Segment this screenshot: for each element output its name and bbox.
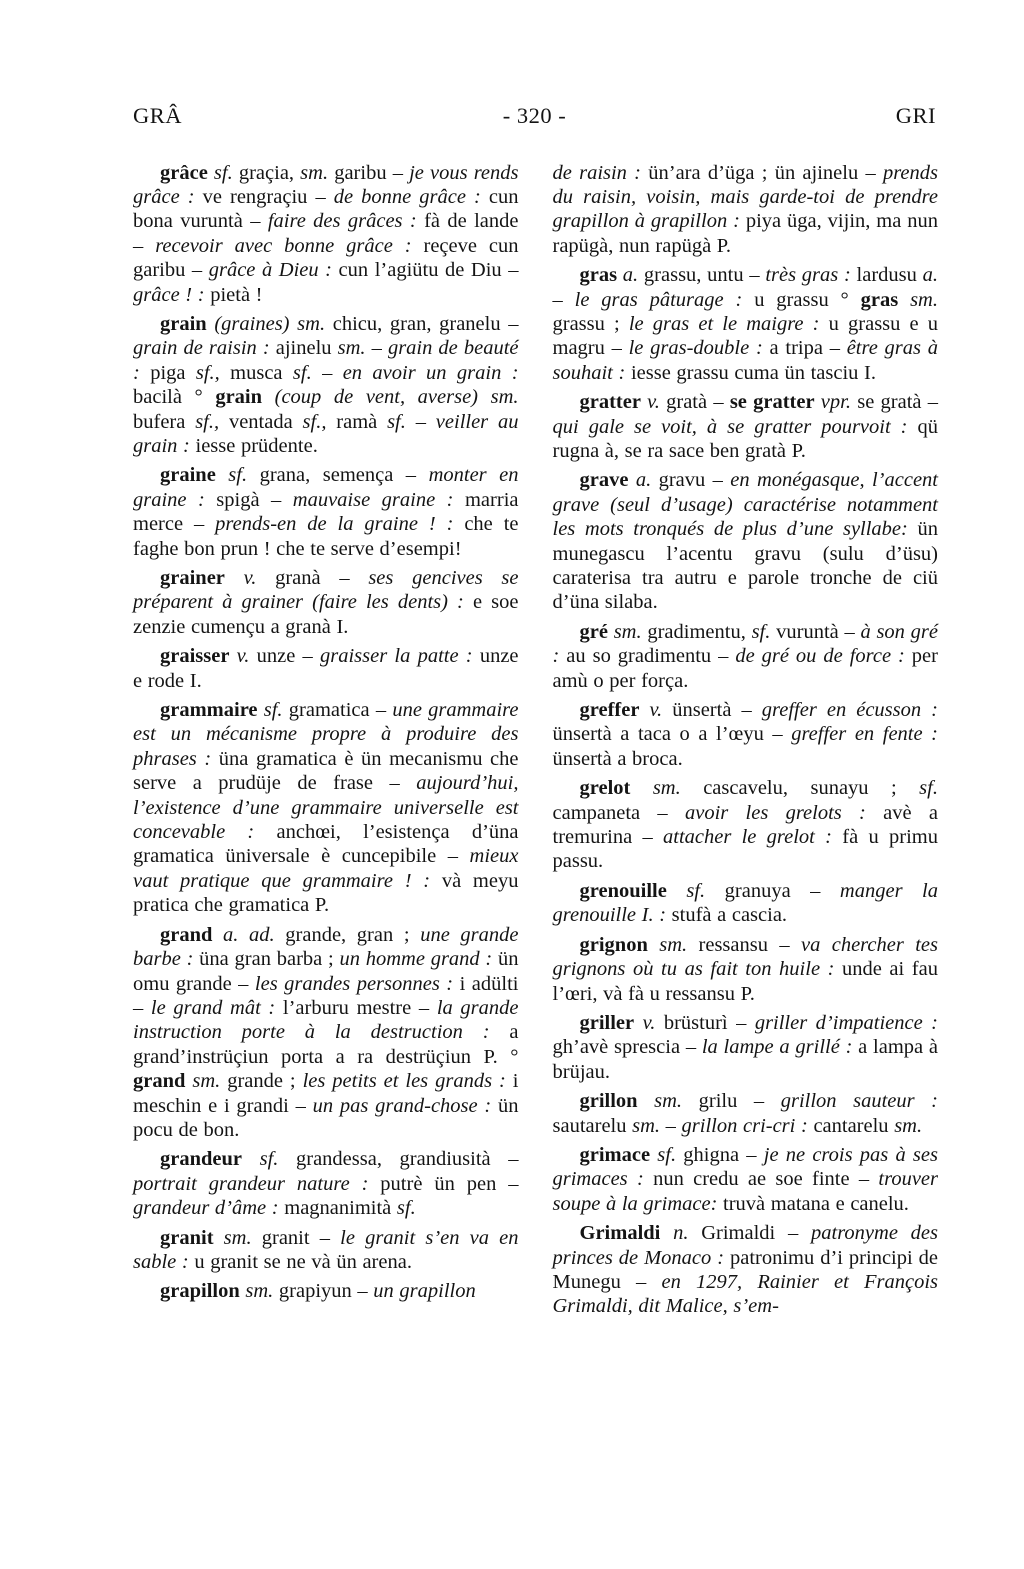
text-segment: garibu –: [334, 161, 410, 184]
text-segment: ghigna –: [683, 1143, 764, 1166]
text-segment: greffer en écusson :: [761, 699, 938, 722]
text-segment: a tripa –: [762, 337, 847, 360]
entry-griller: [553, 1008, 939, 1086]
text-segment: faire des grâces :: [267, 210, 417, 233]
text-segment: bacilà °: [133, 386, 216, 409]
text-segment: un homme grand :: [339, 948, 493, 971]
text-segment: spigà –: [204, 488, 293, 511]
text-segment: sm.: [898, 288, 938, 311]
headword: grain: [215, 386, 263, 409]
text-segment: en avoir un grain :: [342, 361, 519, 384]
headword: graisser: [160, 645, 230, 668]
headword: grand: [133, 1070, 186, 1093]
text-segment: iesse grassu cuma ün tasciu I.: [625, 361, 876, 384]
text-segment: grana, semença –: [259, 464, 429, 487]
text-segment: ünsertà a taca o a l’œyu –: [552, 723, 792, 746]
text-segment: le gras-double :: [628, 337, 763, 360]
entry-gre: [553, 617, 939, 695]
headword: grammaire: [160, 699, 258, 722]
text-segment: sm.: [213, 1226, 262, 1249]
text-segment: grassu ;: [552, 312, 629, 335]
entry-grapillon: [133, 1277, 519, 1306]
text-segment: musca: [219, 361, 293, 384]
text-segment: le gras pâturage :: [574, 288, 743, 311]
text-segment: le granit s’en va en sable :: [133, 1226, 519, 1273]
text-segment: sf.: [387, 410, 406, 433]
text-segment: Grimaldi –: [701, 1222, 811, 1245]
text-segment: unze e rode I.: [133, 645, 519, 692]
text-segment: se gratà –: [857, 391, 938, 414]
text-segment: de bonne grâce :: [333, 185, 481, 208]
entry-grimaldi: [553, 1219, 939, 1322]
text-segment: avoir les grelots :: [684, 801, 866, 824]
headword: grave: [579, 469, 629, 492]
text-segment: sm.: [632, 1114, 661, 1137]
text-segment: à son gré :: [552, 620, 938, 668]
text-segment: la grande instruction porte à la destruction :: [133, 996, 519, 1044]
text-segment: qui gale se voit, à se gratter pourvoit :: [552, 415, 908, 438]
headword: grandeur: [160, 1148, 242, 1171]
headword: Grimaldi: [579, 1222, 661, 1245]
text-segment: veiller au grain :: [133, 410, 519, 457]
text-segment: granà –: [275, 567, 369, 589]
text-segment: anchœi, l’esistença d’üna gramatica üniversale è cuncepibile –: [133, 821, 519, 868]
text-segment: üna gran barba ;: [193, 948, 340, 971]
entry-graisser: [133, 642, 519, 696]
text-segment: une grande barbe :: [133, 923, 519, 971]
text-segment: campaneta –: [552, 801, 685, 824]
text-segment: i meschin e i grandi –: [133, 1070, 519, 1117]
text-segment: mauvaise graine :: [292, 488, 454, 511]
text-segment: v.: [229, 645, 257, 668]
headword: grimace: [579, 1143, 651, 1166]
text-segment: prends du raisin, voisin, mais garde-toi de prendre grapillon à grapillon :: [552, 161, 938, 233]
text-segment: (coup de vent, averse) sm.: [262, 386, 519, 409]
text-segment: piya üga, vijin, ma nun rapügà, nun rapügà P.: [552, 210, 938, 257]
text-segment: greffer en fente :: [791, 723, 938, 746]
entry-grignon: [553, 930, 939, 1008]
text-segment: lardusu: [850, 264, 923, 287]
text-segment: granit –: [261, 1226, 341, 1249]
text-segment: sm.: [607, 620, 648, 643]
text-segment: iesse prüdente.: [189, 434, 318, 457]
entry-grain: [133, 309, 519, 460]
text-segment: ünsertà a broca.: [552, 747, 683, 770]
running-head-right: GRI: [895, 103, 936, 128]
text-segment: le gras et le maigre :: [628, 312, 820, 335]
text-segment: grandessa, grandiusità –: [296, 1148, 519, 1171]
headword: grelot: [579, 777, 631, 800]
text-segment: cascavelu, sunayu ;: [703, 777, 920, 800]
text-segment: ün omu grande –: [133, 948, 519, 995]
text-segment: prends-en de la graine ! :: [215, 513, 454, 536]
text-segment: graçia,: [238, 161, 301, 184]
headword: gras: [579, 264, 618, 287]
text-segment: u grassu °: [742, 288, 861, 311]
text-segment: sf.: [292, 361, 312, 384]
text-segment: üna gramatica è ün mecanismu che serve a prudüje de frase –: [133, 747, 519, 795]
text-segment: a grand’instrüçiun porta a ra destrüçiun P. °: [133, 1021, 519, 1068]
text-segment: attacher le grelot :: [663, 826, 832, 849]
text-segment: ünsertà –: [672, 699, 762, 722]
text-segment: i adülti –: [133, 972, 519, 1019]
entry-grapillon-continuation: [553, 158, 939, 261]
text-segment: granuya –: [724, 879, 840, 902]
text-segment: sm.: [630, 777, 704, 800]
text-segment: a. ad.: [212, 923, 286, 946]
text-segment: avè a tremurina –: [552, 801, 939, 849]
text-segment: sm.: [239, 1280, 279, 1303]
text-segment: griller d’impatience :: [754, 1011, 939, 1034]
text-segment: sf.,: [195, 361, 220, 384]
text-segment: và meyu pratica che gramatica P.: [133, 869, 519, 917]
text-segment: un grapillon: [373, 1280, 476, 1303]
entry-greffer: [553, 696, 939, 774]
text-segment: e soe zenzie cumençu a granà I.: [133, 591, 519, 638]
text-segment: unde ai fau l’œri, và fà u ressansu P.: [552, 958, 938, 1005]
entry-gras: [553, 261, 939, 388]
text-segment: fà u primu passu.: [552, 826, 938, 873]
text-segment: n.: [660, 1222, 702, 1245]
text-segment: sf.: [751, 620, 771, 643]
text-segment: cantarelu: [807, 1114, 895, 1137]
text-segment: de raisin :: [552, 161, 642, 184]
page-number: - 320 -: [502, 103, 567, 128]
headword: grillon: [579, 1090, 638, 1113]
text-segment: patronyme des princes de Monaco :: [552, 1222, 938, 1269]
text-segment: v.: [224, 567, 276, 589]
text-segment: vuruntà –: [770, 620, 861, 643]
text-segment: gradimentu,: [647, 620, 752, 643]
text-segment: grillon sauteur :: [780, 1090, 938, 1113]
text-segment: grâce ! :: [133, 283, 205, 306]
text-segment: gravu –: [658, 469, 731, 492]
text-segment: mieux vaut pratique que grammaire ! :: [133, 845, 519, 892]
entry-grave: [553, 466, 939, 617]
text-segment: les grandes personnes :: [254, 972, 454, 995]
text-segment: ajinelu: [269, 337, 338, 360]
headword: gré: [579, 620, 608, 643]
text-segment: grâce à Dieu :: [208, 259, 332, 282]
text-segment: a lampa à brüjau.: [552, 1036, 938, 1083]
text-segment: qü rugna à, se ra sace ben gratà P.: [552, 415, 938, 462]
entry-grimace: [553, 1140, 939, 1218]
text-segment: sm.: [637, 1090, 699, 1113]
text-segment: a.: [628, 469, 659, 492]
entry-grace: [133, 158, 519, 309]
text-segment: truvà matana e canelu.: [717, 1192, 909, 1215]
text-segment: ventada: [219, 410, 303, 433]
text-segment: en monégasque, l’accent grave (seul d’usage) caractérise notamment les mots tronqués de plus d’une syllabe:: [552, 469, 939, 541]
text-segment: sf.,: [195, 410, 220, 433]
text-segment: sf.: [207, 161, 239, 184]
text-segment: sf.: [919, 777, 938, 800]
text-segment: ün pocu de bon.: [133, 1094, 519, 1141]
text-segment: ramà: [326, 410, 388, 433]
text-segment: unze –: [256, 645, 320, 668]
headword: grain: [160, 312, 207, 335]
text-segment: sf.: [257, 699, 289, 722]
text-segment: grassu, untu –: [643, 264, 766, 287]
headword: grainer: [160, 567, 225, 589]
text-segment: a.: [922, 264, 938, 287]
text-segment: reçeve cun garibu –: [133, 234, 519, 282]
text-segment: cun bona vuruntà –: [133, 185, 519, 233]
text-segment: che te faghe bon prun ! che te serve d’esempi!: [133, 513, 519, 560]
headword: graine: [160, 464, 216, 487]
entry-graine: [133, 461, 519, 564]
running-header: [133, 103, 936, 129]
headword: granit: [160, 1226, 214, 1249]
text-segment: sm.: [894, 1114, 923, 1137]
text-segment: recevoir avec bonne grâce :: [155, 234, 412, 257]
text-segment: grandeur d’âme :: [133, 1197, 279, 1220]
headword: greffer: [579, 699, 640, 722]
headword: gras: [860, 288, 899, 311]
text-segment: manger la grenouille I. :: [552, 879, 938, 927]
entry-gratter: [553, 388, 939, 466]
text-segment: trouver soupe à la grimace:: [552, 1168, 939, 1215]
text-segment: chicu, gran, granelu –: [332, 312, 519, 335]
entry-grammaire: [133, 696, 519, 921]
text-segment: grilu –: [698, 1090, 781, 1113]
text-segment: je vous rends grâce :: [133, 161, 519, 208]
text-segment: grain de beauté :: [133, 337, 519, 384]
headword: grignon: [579, 933, 648, 956]
text-segment: per amù o per força.: [552, 645, 938, 692]
text-segment: vpr.: [814, 391, 858, 414]
text-segment: –: [365, 337, 388, 360]
entry-grelot: [553, 774, 939, 877]
text-segment: sm.: [185, 1070, 228, 1093]
text-segment: bufera: [133, 410, 196, 433]
text-segment: l’arburu mestre –: [275, 996, 437, 1019]
text-segment: –: [405, 410, 436, 433]
text-segment: sm.: [647, 933, 699, 956]
text-segment: v.: [634, 1011, 664, 1034]
text-segment: le grand mât :: [150, 996, 276, 1019]
text-segment: sm.: [337, 337, 366, 360]
text-segment: piga: [139, 361, 196, 384]
text-segment: va chercher tes grignons où tu as fait ton huile :: [552, 933, 938, 981]
headword: grâce: [160, 161, 208, 184]
text-segment: cun l’agiütu de Diu –: [332, 259, 519, 282]
text-segment: ün’ara d’üga ; ün ajinelu –: [641, 161, 883, 184]
text-segment: une grammaire est un mécanisme propre à produire des phrases :: [133, 699, 519, 770]
text-segment: fà de lande –: [133, 210, 519, 257]
entry-granit: [133, 1223, 519, 1277]
text-segment: gramatica –: [288, 699, 393, 722]
text-columns: [133, 158, 938, 1321]
text-segment: la lampe a grillé :: [701, 1036, 853, 1059]
text-segment: monter en graine :: [133, 464, 519, 511]
text-segment: grapiyun –: [278, 1280, 374, 1303]
text-segment: –: [660, 1114, 682, 1137]
text-segment: nun credu ae soe finte –: [643, 1168, 879, 1191]
text-segment: u grassu e u magru –: [552, 312, 939, 360]
text-segment: grillon cri-cri :: [681, 1114, 808, 1137]
headword: grenouille: [579, 879, 667, 902]
right-column: [553, 158, 939, 1321]
text-segment: –: [552, 288, 575, 311]
running-head-left: GRÂ: [133, 103, 183, 128]
text-segment: u granit se ne và ün arena.: [188, 1250, 412, 1273]
headword: gratter: [579, 391, 641, 414]
headword: griller: [579, 1011, 635, 1034]
entry-grenouille: [553, 876, 939, 930]
text-segment: graisser la patte :: [319, 645, 473, 668]
text-segment: gh’avè sprescia –: [552, 1036, 702, 1059]
headword: grapillon: [160, 1280, 240, 1303]
text-segment: grande ;: [227, 1070, 303, 1093]
text-segment: ün munegascu l’acentu gravu (sulu d’üsu) caraterisa tra autru e parole tronche de ciü d’üna silaba.: [552, 518, 938, 614]
text-segment: –: [311, 361, 343, 384]
entry-grandeur: [133, 1145, 519, 1223]
text-segment: grain de raisin :: [133, 337, 270, 360]
text-segment: sf.,: [302, 410, 327, 433]
text-segment: v.: [639, 699, 673, 722]
text-segment: sf.: [215, 464, 260, 487]
text-segment: brüsturì –: [663, 1011, 755, 1034]
text-segment: sm.: [300, 161, 335, 184]
text-segment: sf.: [396, 1197, 416, 1220]
text-segment: les petits et les grands :: [302, 1070, 506, 1093]
left-column: [133, 158, 519, 1321]
text-segment: être gras à souhait :: [552, 337, 938, 384]
headword: se gratter: [729, 391, 815, 414]
text-segment: putrè ün pen –: [368, 1172, 519, 1195]
text-segment: très gras :: [765, 264, 851, 287]
text-segment: v.: [640, 391, 667, 414]
text-segment: pietà !: [204, 283, 263, 306]
text-segment: sautarelu: [552, 1114, 633, 1137]
entry-grainer: [133, 564, 519, 642]
headword: grand: [160, 923, 213, 946]
text-segment: ressansu –: [698, 933, 801, 956]
text-segment: patronimu d’i principi de Munegu –: [552, 1246, 938, 1293]
text-segment: au so gradimentu –: [559, 645, 736, 668]
text-segment: ve rengraçiu –: [194, 185, 334, 208]
text-segment: un pas grand-chose :: [312, 1094, 492, 1117]
text-segment: marria merce –: [133, 488, 519, 536]
text-segment: ses gencives se préparent à grainer (faire les dents) :: [133, 567, 519, 614]
text-segment: (graines) sm.: [206, 312, 333, 335]
text-segment: magnanimità: [278, 1197, 397, 1220]
text-segment: gratà –: [666, 391, 730, 414]
text-segment: je ne crois pas à ses grimaces :: [552, 1143, 938, 1191]
text-segment: portrait grandeur nature :: [133, 1172, 369, 1195]
text-segment: sf.: [242, 1148, 296, 1171]
text-segment: de gré ou de force :: [735, 645, 905, 668]
text-segment: aujourd’hui, l’existence d’une grammaire universelle est concevable :: [133, 772, 519, 844]
entry-grand: [133, 920, 519, 1145]
text-segment: sf.: [666, 879, 725, 902]
text-segment: a.: [617, 264, 644, 287]
entry-grillon: [553, 1087, 939, 1141]
text-segment: en 1297, Rainier et François Grimaldi, dit Malice, s’em-: [552, 1270, 939, 1318]
text-segment: sf.: [650, 1143, 684, 1166]
text-segment: grande, gran ;: [285, 923, 421, 946]
text-segment: stufà a cascia.: [666, 904, 788, 927]
